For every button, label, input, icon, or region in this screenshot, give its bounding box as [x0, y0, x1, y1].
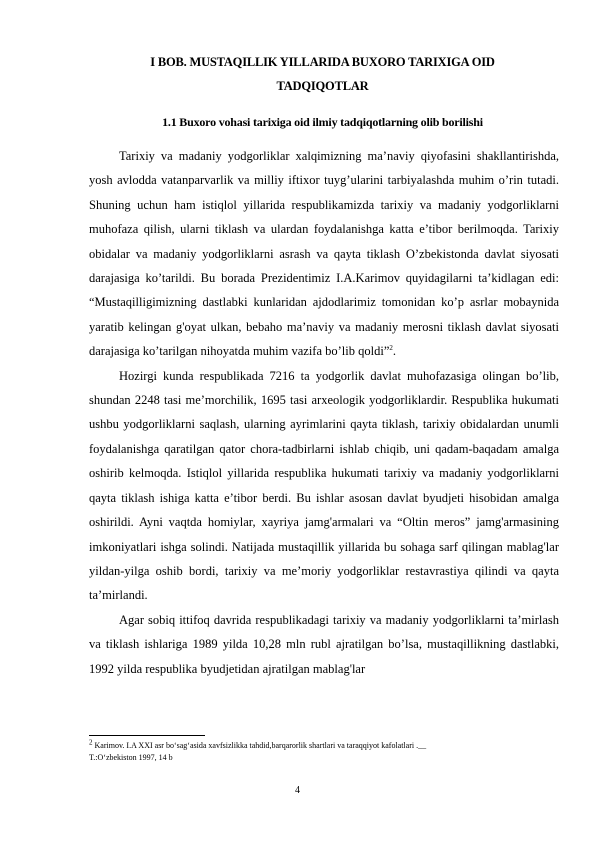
- body-text: [89, 144, 559, 681]
- footnote-line-2: T.:O‘zbekiston 1997, 14 b: [89, 753, 173, 762]
- paragraph-1-end: .: [392, 344, 396, 359]
- page-number: 4: [295, 785, 300, 796]
- footnote-separator: [89, 735, 205, 736]
- footnote: [89, 740, 559, 764]
- footnote-reference[interactable]: 2: [389, 344, 393, 353]
- paragraph-2: Hozirgi kunda respublikada 7216 ta yodgorlik davlat muhofazasiga olingan bo’lib, shundan 2248 tasi me’morchilik, 1695 tasi arxeologik yodgorliklardir. Respublika hukumati ushbu yodgorliklarni saqlash, ularning ayrimlarini qayta tiklash, tarixiy obidalardan unumli foydalanishga qaratilgan qator chora-tadbirlarni ishlab chiqib, uni qadam-baqadam amalga oshirib kelmoqda. Istiqlol yillarida respublika hukumati tarixiy va madaniy yodgorliklarni qayta tiklash ishiga katta e’tibor berdi. Bu ishlar asosan davlat byudjeti hisobidan amalga oshirildi. Ayni vaqtda homiylar, xayriya jamg'armalari va “Oltin meros” jamg'armasining imkoniyatlari ishga solindi. Natijada mustaqillik yillarida bu sohaga sarf qilingan mablag'lar yildan-yilga oshib bordi, tarixiy va me’moriy yodgorliklar restavrastiya qilindi va qayta ta’mirlandi.: [89, 368, 559, 603]
- footnote-number: 2: [89, 738, 93, 747]
- chapter-title-line-2: TADQIQOTLAR: [276, 79, 369, 93]
- footnote-line-1: [89, 740, 559, 752]
- footnote-text-1: Karimov. I.A XXI asr bo‘sag‘asida xavfsizlikka tahdid,barqarorlik shartlari va taraqqiyot kafolatlari .__: [92, 741, 427, 750]
- paragraph-1: [89, 144, 559, 364]
- section-title: 1.1 Buxoro vohasi tarixiga oid ilmiy tadqiqotlarning olib borilishi: [162, 115, 483, 129]
- paragraph-1-text: Tarixiy va madaniy yodgorliklar xalqimizning ma’naviy qiyofasini shakllantirishda, yosh avlodda vatanparvarlik va milliy iftixor tuyg’ularini tarbiyalashda muhim o’rin tutadi. Shuning uchun ham istiqlol yillarida respublikamizda tarixiy va madaniy yodgorliklarni muhofaza qilish, ularni tiklash va ulardan foydalanishga katta e’tibor berilmoqda. Tarixiy obidalar va madaniy yodgorliklarni asrash va qayta tiklash O’zbekistonda davlat siyosati darajasiga ko’tarildi. Bu borada Prezidentimiz I.A.Karimov quyidagilarni ta’kidlagan edi: “Mustaqilligimizning dastlabki kunlaridan ajdodlarimiz tomonidan ko’p asrlar mobaynida yaratib kelingan g'oyat ulkan, bebaho ma’naviy va madaniy merosni tiklash davlat siyosati darajasiga ko’tarilgan nihoyatda muhim vazifa bo’lib qoldi”: [89, 149, 559, 359]
- paragraph-3: Agar sobiq ittifoq davrida respublikadagi tarixiy va madaniy yodgorliklarni ta’mirlash va tiklash ishlariga 1989 yilda 10,28 mln rubl ajratilgan bo’lsa, mustaqillikning dastlabki, 1992 yilda respublika byudjetidan ajratilgan mablag'lar: [89, 612, 559, 676]
- chapter-title-line-1: I BOB. MUSTAQILLIK YILLARIDA BUXORO TARIXIGA OID: [150, 55, 495, 69]
